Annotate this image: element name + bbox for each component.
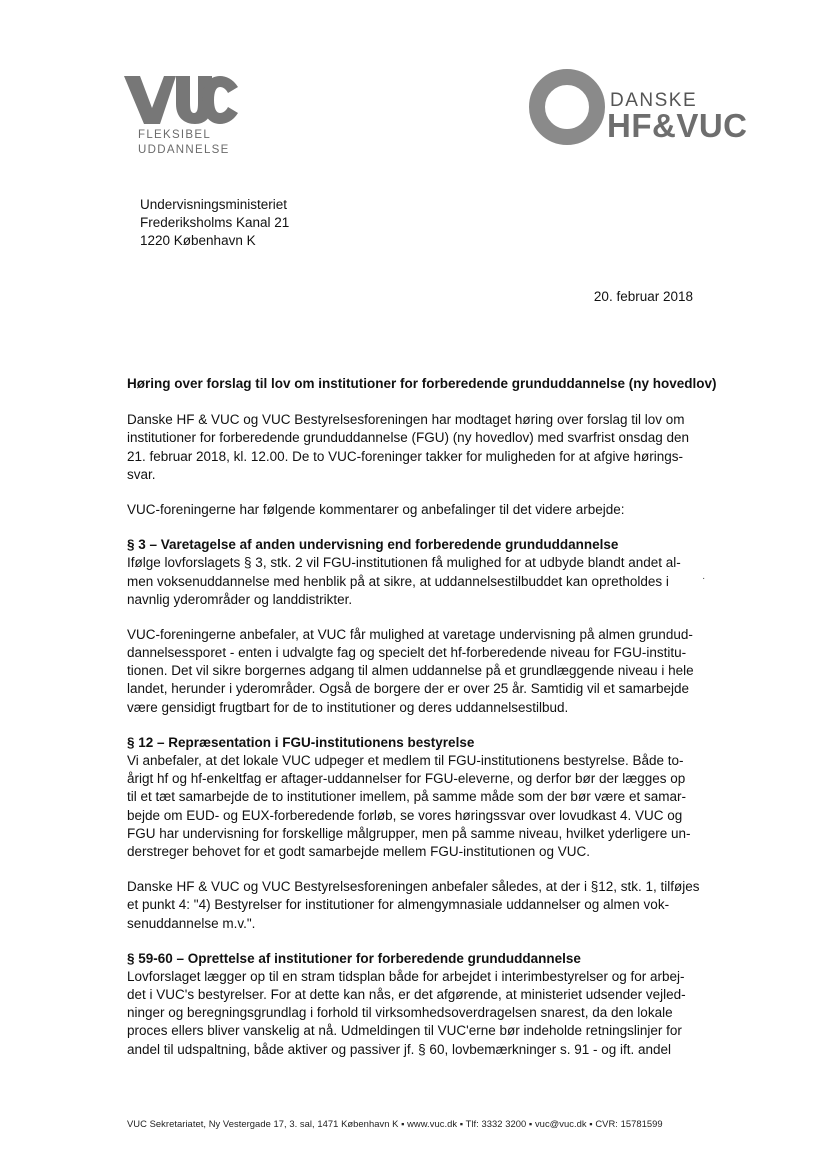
section-12-paragraph-1: [127, 752, 707, 861]
letter-heading: Høring over forslag til lov om institutioner for forberedende grunduddannelse (ny hovedlov): [127, 376, 717, 391]
paragraph-line: svar.: [127, 466, 156, 482]
section-3-paragraph-2: [127, 626, 707, 717]
ring-logo-icon: [527, 67, 607, 147]
letter-body: [127, 375, 717, 1059]
vuc-logo-mark: [122, 74, 242, 126]
paragraph-line: 21. februar 2018, kl. 12.00. De to VUC-foreninger takker for muligheden for at afgive hørings-: [127, 448, 684, 464]
letter-date: 20. februar 2018: [593, 289, 693, 304]
paragraph-line: andel til udspaltning, både aktiver og passiver jf. § 60, lovbemærkninger s. 91 - og ift. andel: [127, 1041, 672, 1057]
scan-mark: ·: [702, 573, 706, 584]
paragraph-line: senuddannelse m.v.".: [127, 915, 256, 931]
paragraph-line: Ifølge lovforslagets § 3, stk. 2 vil FGU-institutionen få mulighed for at udbyde blandt andet al-: [127, 555, 681, 571]
danske-hf-vuc-logo: [527, 64, 777, 164]
recipient-city: 1220 København K: [140, 233, 256, 248]
paragraph-line: institutioner for forberedende grunduddannelse (FGU) (ny hovedlov) med svarfrist onsdag den: [127, 430, 690, 446]
paragraph-line: VUC-foreningerne anbefaler, at VUC får mulighed at varetage undervisning på almen grundud-: [127, 626, 693, 642]
vuc-tagline-2: UDDANNELSE: [138, 144, 230, 156]
paragraph-line: Danske HF & VUC og VUC Bestyrelsesforeningen anbefaler således, at der i §12, stk. 1, tilføjes: [127, 879, 700, 895]
paragraph-line: landet, herunder i yderområder. Også de borgere der er over 25 år. Samtidig vil et samarbejde: [127, 681, 690, 697]
paragraph-line: dannelsessporet - enten i udvalgte fag og specielt det hf-forberedende niveau for FGU-institu-: [127, 645, 687, 661]
intro-paragraph: [127, 411, 707, 484]
recipient-name: Undervisningsministeriet: [140, 197, 288, 212]
paragraph-line: ninger og beregningsgrundlag i forhold til virksomhedsoverdragelsen snarest, da den lokale: [127, 1005, 673, 1021]
letter-footer: VUC Sekretariatet, Ny Vestergade 17, 3. sal, 1471 København K ▪ www.vuc.dk ▪ Tlf: 3332 3200 ▪ vuc@vuc.dk ▪ CVR: 15781599: [127, 1118, 663, 1129]
paragraph-line: derstreger behovet for et godt samarbejde mellem FGU-institutionen og VUC.: [127, 843, 590, 859]
paragraph-line: men voksenuddannelse med henblik på at sikre, at uddannelsestilbuddet kan opretholdes i: [127, 573, 669, 589]
recipient-street: Frederiksholms Kanal 21: [140, 215, 290, 230]
paragraph-line: Lovforslaget lægger op til en stram tidsplan både for arbejdet i interimbestyrelser og for arbej-: [127, 968, 685, 984]
paragraph-line: bejde om EUD- og EUX-forberedende forløb, se vores høringssvar over lovudkast 4. VUC og: [127, 807, 683, 823]
paragraph-line: årigt hf og hf-enkeltfag er aftager-uddannelser for FGU-eleverne, og derfor bør der lægges op: [127, 771, 686, 787]
hf-vuc-logo-text: HF&VUC: [607, 107, 748, 144]
vuc-logo: [122, 74, 242, 164]
paragraph-line: være gensidigt frugtbart for de to institutioner og deres uddannelsestilbud.: [127, 699, 569, 715]
paragraph-line: FGU har undervisning for forskellige målgrupper, men på samme niveau, hvilket yderligere un-: [127, 825, 691, 841]
paragraph-line: Vi anbefaler, at det lokale VUC udpeger et medlem til FGU-institutionens bestyrelse. Både to-: [127, 753, 684, 768]
section-3-paragraph-1: [127, 554, 707, 609]
section-12-paragraph-2: [127, 878, 707, 933]
recipient-address: [140, 196, 289, 250]
paragraph-line: tionen. Det vil sikre borgernes adgang til almen uddannelse på et grundlæggende niveau i hele: [127, 663, 694, 679]
paragraph-line: Danske HF & VUC og VUC Bestyrelsesforeningen har modtaget høring over forslag til lov om: [127, 412, 685, 428]
paragraph-line: det i VUC's bestyrelser. For at dette kan nås, er det afgørende, at ministeriet udsender vejled-: [127, 987, 686, 1003]
paragraph-line: et punkt 4: "4) Bestyrelser for institutioner for almengymnasiale uddannelser og almen vok-: [127, 897, 670, 913]
section-3-title: § 3 – Varetagelse af anden undervisning end forberedende grunduddannelse: [127, 537, 619, 553]
paragraph-line: navnlig yderområder og landdistrikter.: [127, 591, 353, 607]
section-59-60-paragraph-1: [127, 968, 707, 1059]
section-12-title: § 12 – Repræsentation i FGU-institutionens bestyrelse: [127, 734, 475, 750]
vuc-tagline-1: FLEKSIBEL: [138, 129, 212, 141]
paragraph-line: proces ellers bliver vanskelig at nå. Udmeldingen til VUC'erne bør indeholde retningslinjer for: [127, 1023, 682, 1039]
paragraph-line: til et tæt samarbejde de to institutioner imellem, på samme måde som der bør være et samar-: [127, 789, 686, 805]
comments-intro: VUC-foreningerne har følgende kommentarer og anbefalinger til det videre arbejde:: [127, 501, 625, 517]
section-59-60-title: § 59-60 – Oprettelse af institutioner for forberedende grunduddannelse: [127, 950, 581, 966]
danske-logo-text: DANSKE: [610, 90, 698, 111]
